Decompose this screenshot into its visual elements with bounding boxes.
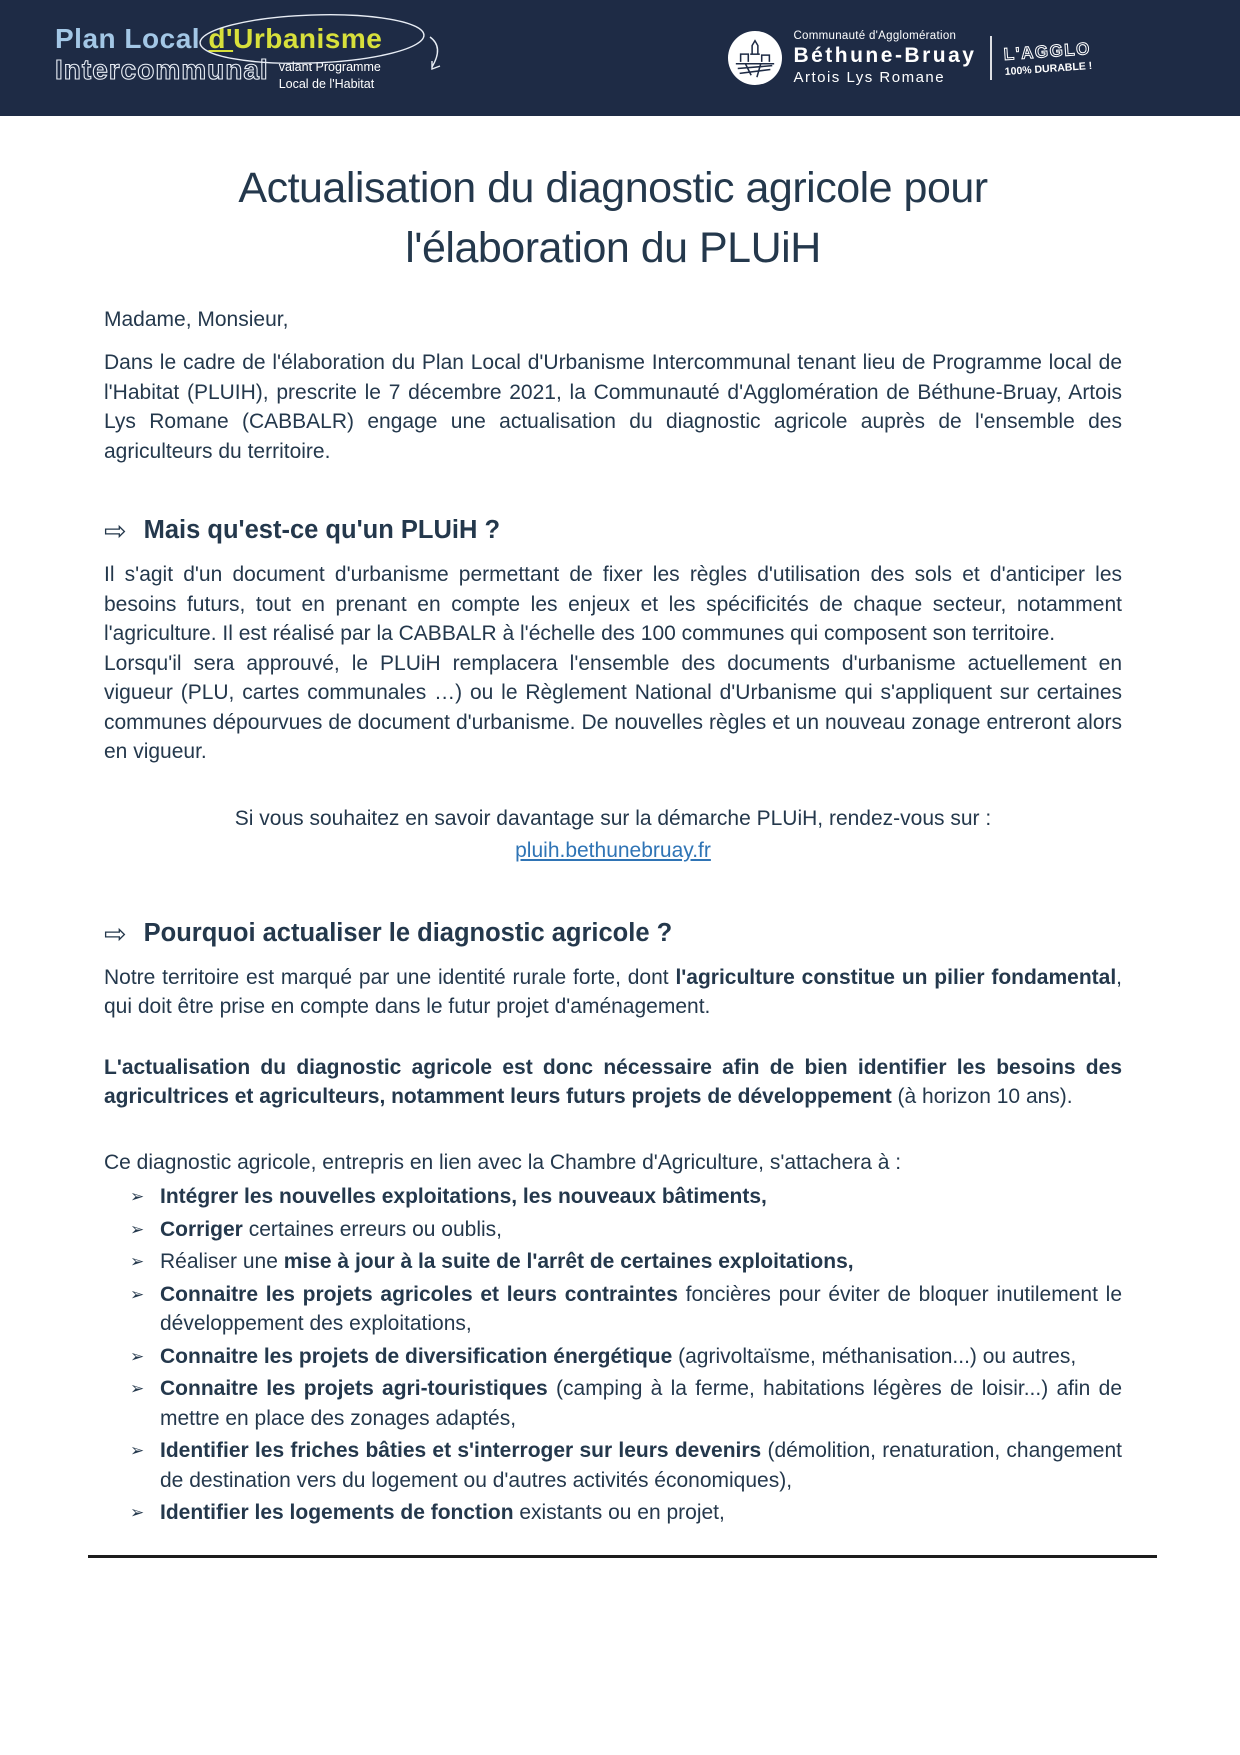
- section-heading-pluih-label: Mais qu'est-ce qu'un PLUiH ?: [143, 516, 501, 544]
- list-item: [104, 1498, 1122, 1528]
- triangle-bullet-icon: ➢: [130, 1379, 145, 1398]
- section2-paragraph1-post: , qui doit être prise en compte dans le futur projet d'aménagement.: [104, 965, 1123, 1018]
- agglo-logo-text: [793, 30, 976, 86]
- pluih-logo-line1: [55, 24, 382, 53]
- bullet-text-post: existants ou en projet,: [513, 1501, 725, 1524]
- section1-paragraph1: Il s'agit d'un document d'urbanisme permettant de fixer les règles d'utilisation des sols et d'anticiper les besoins futurs, tout en prenant en compte les enjeux et les spécificités de chaque secteur, notamment l'agriculture. Il est réalisé par la CABBALR à l'échelle des 100 communes qui composent son territoire.: [104, 563, 1122, 645]
- triangle-bullet-icon: ➢: [130, 1503, 145, 1522]
- agglo-community-label: Communauté d'Agglomération: [793, 30, 957, 42]
- list-item: [104, 1280, 1122, 1339]
- footer-divider: [88, 1555, 1157, 1558]
- bullet-text-bold: Connaitre les projets agri-touristiques: [160, 1377, 548, 1400]
- list-item: [104, 1342, 1122, 1372]
- agglo-tagline: [1003, 38, 1093, 77]
- bullet-text-post: certaines erreurs ou oublis,: [242, 1217, 502, 1241]
- pluih-logo-d-apostrophe: d': [208, 23, 234, 55]
- triangle-bullet-icon: ➢: [130, 1441, 145, 1460]
- document-body: [0, 158, 1240, 1558]
- triangle-bullet-icon: ➢: [130, 1252, 145, 1271]
- page-title-line2: l'élaboration du PLUiH: [405, 224, 821, 272]
- pluih-logo-subtitle-line2: Local de l'Habitat: [278, 76, 375, 91]
- list-item: [104, 1247, 1122, 1277]
- bullet-text-post: foncières pour éviter de bloquer inutilement le développement des exploitations,: [160, 1282, 1122, 1335]
- pluih-logo-line2: [55, 55, 382, 92]
- bullet-text-post: (démolition, renaturation, changement de destination vers du logement ou d'autres activités économiques),: [160, 1439, 1122, 1492]
- agglo-subname: Artois Lys Romane: [793, 69, 946, 86]
- bullet-text-post: (agrivoltaïsme, méthanisation...) ou autres,: [672, 1344, 1077, 1368]
- list-item: [104, 1374, 1122, 1433]
- section2-paragraph1: [104, 963, 1122, 1022]
- section1-paragraph2: Lorsqu'il sera approuvé, le PLUiH remplacera l'ensemble des documents d'urbanisme actuellement en vigueur (PLU, cartes communales …) ou le Règlement National d'Urbanisme qui s'appliquent sur certaines communes dépourvues de document d'urbanisme. De nouvelles règles et un nouveau zonage entreront alors en vigueur.: [104, 651, 1122, 763]
- bullet-text-bold: Corriger: [160, 1217, 243, 1241]
- bullet-text-bold: mise à jour à la suite de l'arrêt de certaines exploitations,: [283, 1250, 854, 1273]
- triangle-bullet-icon: ➢: [130, 1187, 145, 1206]
- arrow-right-icon: ⇨: [104, 918, 127, 949]
- arrow-right-icon: ⇨: [104, 516, 127, 546]
- bullet-text-bold: Connaitre les projets de diversification énergétique: [160, 1344, 673, 1368]
- agglo-tagline-name: L'AGGLO: [1003, 38, 1092, 64]
- pluih-logo-subtitle: [279, 55, 381, 92]
- pluih-logo-durbanisme: [208, 23, 382, 54]
- bullet-text-bold: Connaitre les projets agricoles et leurs contraintes: [160, 1282, 678, 1306]
- bullet-text-post: (camping à la ferme, habitations légères de loisir...) afin de mettre en place des zonages adaptés,: [160, 1377, 1122, 1430]
- section-heading-pluih: [104, 516, 1122, 545]
- pluih-logo: [55, 24, 382, 92]
- triangle-bullet-icon: ➢: [130, 1346, 145, 1366]
- diagnostic-goal-list: [104, 1182, 1122, 1528]
- list-item: [104, 1182, 1122, 1212]
- pluih-logo-urbanisme: Urbanisme: [233, 23, 383, 55]
- agglo-tagline-durable: 100% DURABLE !: [1004, 59, 1094, 78]
- agglo-name: Béthune-Bruay: [793, 44, 977, 67]
- agglo-logo: [728, 30, 1092, 86]
- pluih-website-link[interactable]: pluih.bethunebruay.fr: [515, 838, 711, 862]
- bullet-text-pre: Réaliser une: [160, 1250, 284, 1273]
- section2-paragraph1-bold: l'agriculture constitue un pilier fondamental: [675, 965, 1117, 989]
- section2-paragraph1-pre: Notre territoire est marqué par une identité rurale forte, dont: [104, 965, 676, 989]
- pluih-logo-plan-local: Plan Local: [55, 23, 209, 55]
- cta-text: Si vous souhaitez en savoir davantage sur la démarche PLUiH, rendez-vous sur :: [234, 806, 992, 830]
- agglo-seal-skyline-icon: [728, 31, 782, 85]
- cta-link-row: [104, 839, 1122, 863]
- bullet-text-bold: Intégrer les nouvelles exploitations, les nouveaux bâtiments,: [160, 1185, 767, 1208]
- page-title: [104, 158, 1122, 278]
- page-title-line1: Actualisation du diagnostic agricole pour: [238, 164, 988, 212]
- salutation: Madame, Monsieur,: [104, 308, 289, 331]
- bullet-text-bold: Identifier les friches bâties et s'interroger sur leurs devenirs: [160, 1439, 762, 1462]
- list-intro: Ce diagnostic agricole, entrepris en lien avec la Chambre d'Agriculture, s'attachera à :: [104, 1150, 902, 1174]
- section-heading-diagnostic-label: Pourquoi actualiser le diagnostic agricole ?: [143, 918, 673, 947]
- pluih-logo-subtitle-line1: valant Programme: [278, 60, 381, 75]
- bullet-text-bold: Identifier les logements de fonction: [160, 1501, 514, 1524]
- section2-paragraph2: [104, 1053, 1122, 1112]
- section-heading-diagnostic: [104, 919, 1122, 948]
- section2-paragraph2-bold: L'actualisation du diagnostic agricole est donc nécessaire afin de bien identifier les besoins des agricultrices et agriculteurs, notamment leurs futurs projets de développement: [104, 1055, 1122, 1108]
- header-banner: [0, 0, 1240, 116]
- triangle-bullet-icon: ➢: [130, 1284, 145, 1304]
- list-item: [104, 1215, 1122, 1245]
- section2-paragraph2-post: (à horizon 10 ans).: [891, 1085, 1073, 1108]
- intro-paragraph: Dans le cadre de l'élaboration du Plan Local d'Urbanisme Intercommunal tenant lieu de Programme local de l'Habitat (PLUIH), prescrite le 7 décembre 2021, la Communauté d'Agglomération de Béthune-Bruay, Artois Lys Romane (CABBALR) engage une actualisation du diagnostic agricole auprès de l'ensemble des agriculteurs du territoire.: [104, 351, 1122, 463]
- pluih-logo-intercommunal: Intercommunal: [55, 54, 269, 86]
- logo-divider: [990, 36, 992, 80]
- triangle-bullet-icon: ➢: [130, 1219, 145, 1239]
- list-item: [104, 1436, 1122, 1495]
